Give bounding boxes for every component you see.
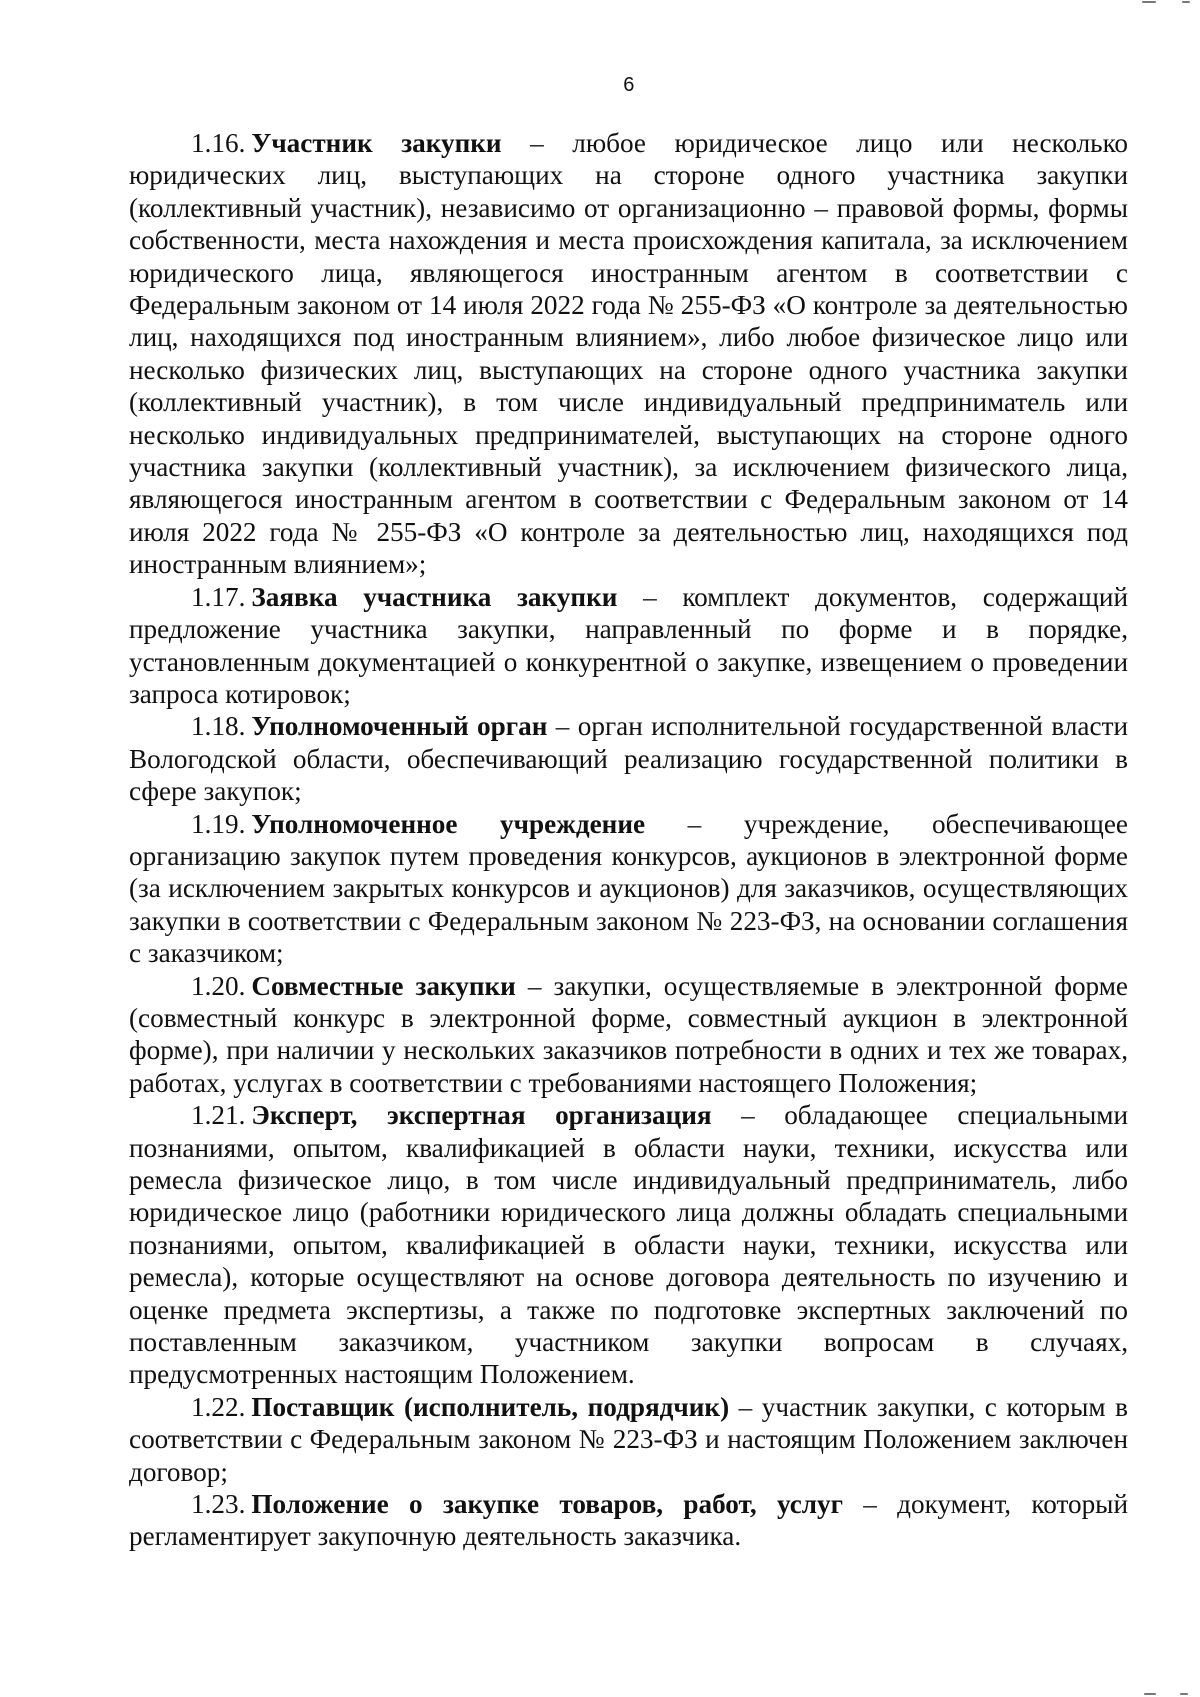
scan-speck-bottom	[1180, 1693, 1188, 1695]
clause-number: 1.19.	[191, 808, 246, 839]
definition-1-23	[129, 1488, 1128, 1553]
definition-text: – участник закупки, с которым в соответствии с Федеральным законом № 223-ФЗ и настоящим Положением заключен договор;	[129, 1391, 1128, 1487]
clause-number: 1.16.	[191, 128, 246, 158]
definition-text: – обладающее специальными познаниями, опытом, квалификацией в области науки, техники, искусства или ремесла физическое лицо, в том числе индивидуальный предприниматель, либо юридическое лицо (работники юридического лица должны обладать специальными познаниями, опытом, квалификацией в области науки, техники, искусства или ремесла), которые осуществляют на основе договора деятельность по изучению и оценке предмета экспертизы, а также по подготовке экспертных заключений по поставленным заказчиком, участником закупки вопросам в случаях, предусмотренных настоящим Положением.	[129, 1100, 1128, 1390]
scan-speck-top	[1142, 1, 1156, 3]
definition-text: – закупки, осуществляемые в электронной форме (совместный конкурс в электронной форме, совместный аукцион в электронной форме), при наличии у нескольких заказчиков потребности в одних и тех же товарах, работах, услугах в соответствии с требованиями настоящего Положения;	[129, 970, 1128, 1098]
defined-term: Заявка участника закупки	[251, 581, 618, 612]
definition-1-18	[129, 710, 1128, 807]
definition-1-20	[129, 970, 1128, 1100]
definition-text: – учреждение, обеспечивающее организацию закупок путем проведения конкурсов, аукционов в электронной форме (за исключением закрытых конкурсов и аукционов) для заказчиков, осуществляющих закупки в соответствии с Федеральным законом № 223-ФЗ, на основании соглашения с заказчиком;	[129, 808, 1128, 969]
defined-term: Участник закупки	[251, 128, 502, 158]
definition-text: – документ, который регламентирует закупочную деятельность заказчика.	[129, 1489, 1128, 1552]
clause-number: 1.22.	[191, 1391, 246, 1422]
document-body	[129, 127, 1128, 1553]
scan-speck-bottom	[1144, 1693, 1156, 1695]
defined-term: Совместные закупки	[251, 970, 516, 1001]
definition-1-19	[129, 808, 1128, 970]
clause-number: 1.17.	[191, 581, 246, 612]
clause-number: 1.21.	[191, 1100, 246, 1131]
defined-term: Положение о закупке товаров, работ, услуг	[251, 1489, 843, 1520]
definition-text: – комплект документов, содержащий предложение участника закупки, направленный по форме и в порядке, установленным документацией о конкурентной о закупке, извещением о проведении запроса котировок;	[129, 581, 1129, 709]
defined-term: Уполномоченный орган	[251, 711, 548, 742]
definition-text: – любое юридическое лицо или несколько юридических лиц, выступающих на стороне одного участника закупки (коллективный участник), независимо от организационно – правовой формы, формы собственности, места нахождения и места происхождения капитала, за исключением юридического лица, являющегося иностранным агентом в соответствии с Федеральным законом от 14 июля 2022 года № 255-ФЗ «О контроле за деятельностью лиц, находящихся под иностранным влиянием», либо любое физическое лицо или несколько физических лиц, выступающих на стороне одного участника закупки (коллективный участник), в том числе индивидуальный предприниматель или несколько индивидуальных предпринимателей, выступающих на стороне одного участника закупки (коллективный участник), за исключением физического лица, являющегося иностранным агентом в соответствии с Федеральным законом от 14 июля 2022 года № 255-ФЗ «О контроле за деятельностью лиц, находящихся под иностранным влиянием»;	[129, 128, 1128, 580]
definition-1-17	[129, 581, 1128, 711]
clause-number: 1.23.	[191, 1489, 246, 1520]
clause-number: 1.20.	[191, 970, 246, 1001]
clause-number: 1.18.	[191, 711, 246, 742]
definition-1-16	[129, 127, 1128, 581]
definition-1-21	[129, 1099, 1128, 1391]
scan-speck-top	[1182, 1, 1190, 3]
definition-1-22	[129, 1391, 1128, 1488]
defined-term: Эксперт, экспертная организация	[251, 1100, 712, 1131]
defined-term: Уполномоченное учреждение	[251, 808, 646, 839]
page-number: 6	[623, 74, 635, 96]
defined-term: Поставщик (исполнитель, подрядчик)	[251, 1391, 730, 1422]
definition-text: – орган исполнительной государственной власти Вологодской области, обеспечивающий реализацию государственной политики в сфере закупок;	[129, 711, 1128, 807]
